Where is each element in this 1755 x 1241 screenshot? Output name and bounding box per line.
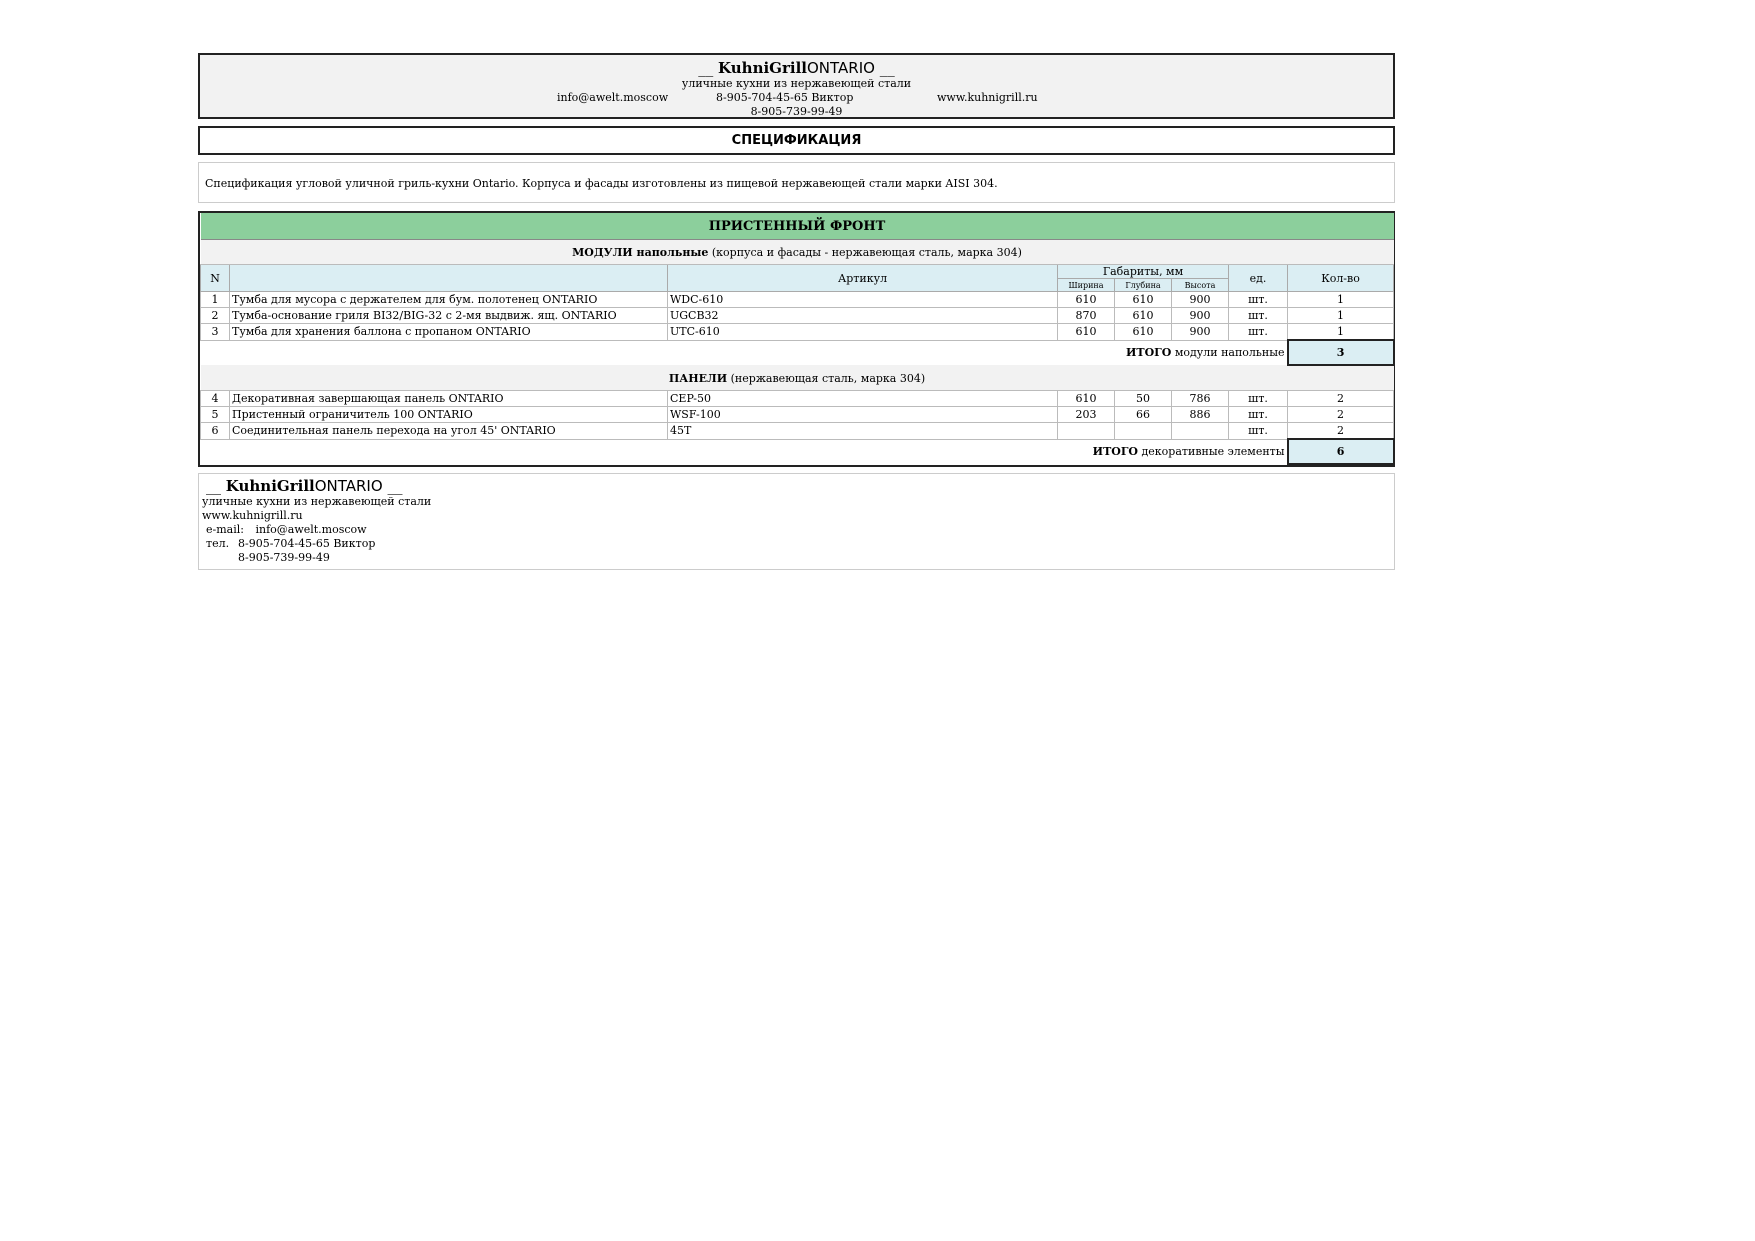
table-row <box>201 391 1394 407</box>
total-value: 6 <box>1288 439 1394 464</box>
header-tagline: уличные кухни из нержавеющей стали <box>681 77 912 90</box>
cell-width: 610 <box>1058 391 1115 407</box>
footer-phone-2: 8-905-739-99-49 <box>238 551 330 564</box>
footer-brand-prefix: __ <box>206 477 221 495</box>
section-title-rest: (нержавеющая сталь, марка 304) <box>730 371 926 385</box>
cell-qty: 1 <box>1288 308 1394 324</box>
col-n: N <box>201 265 230 292</box>
brand-prefix: __ <box>698 59 714 77</box>
footer-phone-1: 8-905-704-45-65 Виктор <box>238 537 376 550</box>
cell-depth: 610 <box>1115 292 1172 308</box>
total-row <box>201 340 1394 365</box>
table-row <box>201 423 1394 440</box>
cell-qty: 2 <box>1288 391 1394 407</box>
col-width: Ширина <box>1058 279 1115 292</box>
footer-phone-row-2 <box>202 551 1394 565</box>
col-height: Высота <box>1172 279 1229 292</box>
section-title <box>201 365 1394 391</box>
cell-depth: 610 <box>1115 308 1172 324</box>
table-row <box>201 324 1394 341</box>
cell-qty: 1 <box>1288 292 1394 308</box>
table-row <box>201 292 1394 308</box>
cell-depth <box>1115 423 1172 440</box>
cell-name: Соединительная панель перехода на угол 45' ONTARIO <box>230 423 668 440</box>
front-table-block <box>198 211 1395 467</box>
footer-phone-row <box>202 537 1394 551</box>
header-site[interactable]: www.kuhnigrill.ru <box>937 91 1038 104</box>
cell-height: 786 <box>1172 391 1229 407</box>
col-article: Артикул <box>668 265 1058 292</box>
cell-unit: шт. <box>1229 423 1288 440</box>
cell-article: WDC-610 <box>668 292 1058 308</box>
cell-unit: шт. <box>1229 324 1288 341</box>
header-contact-row <box>200 91 1393 105</box>
total-value: 3 <box>1288 340 1394 365</box>
cell-unit: шт. <box>1229 407 1288 423</box>
section-title-bold: МОДУЛИ напольные <box>572 245 709 259</box>
brand-suffix: __ <box>879 59 895 77</box>
footer-tagline: уличные кухни из нержавеющей стали <box>202 495 432 508</box>
footer-brand-suffix: __ <box>387 477 403 495</box>
cell-article: CEP-50 <box>668 391 1058 407</box>
cell-n: 2 <box>201 308 230 324</box>
section-title-row <box>201 240 1394 265</box>
col-qty: Кол-во <box>1288 265 1394 292</box>
spec-title: СПЕЦИФИКАЦИЯ <box>198 126 1395 155</box>
cell-width: 610 <box>1058 324 1115 341</box>
section-title-row <box>201 365 1394 391</box>
footer-brand-logo <box>202 477 1394 495</box>
col-unit: ед. <box>1229 265 1288 292</box>
footer-email-row <box>202 523 1394 537</box>
brand-thin: ONTARIO <box>806 59 875 77</box>
footer-email-label: e-mail: <box>206 523 244 536</box>
section-title-rest: (корпуса и фасады - нержавеющая сталь, марка 304) <box>711 245 1022 259</box>
spec-description: Спецификация угловой уличной гриль-кухни Ontario. Корпуса и фасады изготовлены из пищевой нержавеющей стали марки AISI 304. <box>198 162 1395 203</box>
col-depth: Глубина <box>1115 279 1172 292</box>
cell-name: Тумба для хранения баллона с пропаном ONTARIO <box>230 324 668 341</box>
cell-width: 203 <box>1058 407 1115 423</box>
col-dims: Габариты, мм <box>1058 265 1229 279</box>
total-label <box>201 439 1288 464</box>
cell-article: WSF-100 <box>668 407 1058 423</box>
footer-block <box>198 473 1395 570</box>
cell-name: Пристенный ограничитель 100 ONTARIO <box>230 407 668 423</box>
footer-phone-label: тел. <box>206 537 230 550</box>
header-email[interactable]: info@awelt.moscow <box>557 91 669 104</box>
cell-width <box>1058 423 1115 440</box>
total-label-rest: модули напольные <box>1174 346 1285 360</box>
cell-height: 886 <box>1172 407 1229 423</box>
header-phone-1: 8-905-704-45-65 Виктор <box>716 91 854 104</box>
cell-height: 900 <box>1172 292 1229 308</box>
brand-logo <box>200 55 1393 77</box>
cell-qty: 2 <box>1288 407 1394 423</box>
cell-article: UGCB32 <box>668 308 1058 324</box>
table-row <box>201 407 1394 423</box>
footer-email[interactable]: info@awelt.moscow <box>255 523 367 536</box>
cell-n: 4 <box>201 391 230 407</box>
cell-article: 45T <box>668 423 1058 440</box>
cell-unit: шт. <box>1229 292 1288 308</box>
spec-table <box>200 213 1395 465</box>
total-label-rest: декоративные элементы <box>1141 445 1285 459</box>
cell-height: 900 <box>1172 324 1229 341</box>
table-row <box>201 308 1394 324</box>
section-title-bold: ПАНЕЛИ <box>668 371 728 385</box>
cell-qty: 1 <box>1288 324 1394 341</box>
cell-n: 3 <box>201 324 230 341</box>
brand-bold: KuhniGrill <box>718 59 807 77</box>
cell-depth: 50 <box>1115 391 1172 407</box>
cell-height: 900 <box>1172 308 1229 324</box>
spec-sheet <box>198 53 1395 570</box>
cell-n: 6 <box>201 423 230 440</box>
column-header-row <box>201 265 1394 279</box>
footer-brand-bold: KuhniGrill <box>225 477 315 495</box>
total-label-bold: ИТОГО <box>1092 445 1139 459</box>
total-label-bold: ИТОГО <box>1126 346 1172 360</box>
header-phone-2: 8-905-739-99-49 <box>750 105 843 118</box>
front-title: ПРИСТЕННЫЙ ФРОНТ <box>201 213 1394 240</box>
cell-n: 1 <box>201 292 230 308</box>
header-block <box>198 53 1395 119</box>
cell-name: Декоративная завершающая панель ONTARIO <box>230 391 668 407</box>
cell-qty: 2 <box>1288 423 1394 440</box>
cell-n: 5 <box>201 407 230 423</box>
cell-unit: шт. <box>1229 391 1288 407</box>
cell-article: UTC-610 <box>668 324 1058 341</box>
section-title <box>201 240 1394 265</box>
cell-width: 870 <box>1058 308 1115 324</box>
cell-unit: шт. <box>1229 308 1288 324</box>
cell-width: 610 <box>1058 292 1115 308</box>
cell-name: Тумба для мусора с держателем для бум. полотенец ONTARIO <box>230 292 668 308</box>
cell-depth: 66 <box>1115 407 1172 423</box>
footer-site[interactable]: www.kuhnigrill.ru <box>202 509 303 522</box>
total-label <box>201 340 1288 365</box>
cell-depth: 610 <box>1115 324 1172 341</box>
cell-name: Тумба-основание гриля BI32/BIG-32 с 2-мя выдвиж. ящ. ONTARIO <box>230 308 668 324</box>
total-row <box>201 439 1394 464</box>
col-name <box>230 265 668 292</box>
cell-height <box>1172 423 1229 440</box>
footer-brand-thin: ONTARIO <box>314 477 383 495</box>
